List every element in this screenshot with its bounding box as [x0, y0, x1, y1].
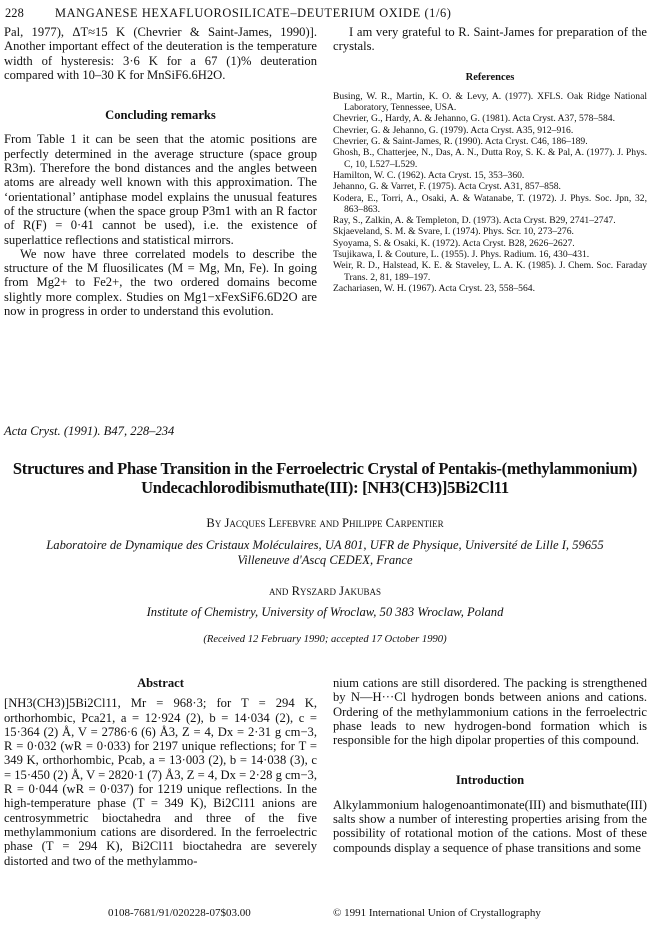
- reference-item: Kodera, E., Torri, A., Osaki, A. & Watanabe, T. (1972). J. Phys. Soc. Jpn, 32, 863–863.: [333, 192, 647, 215]
- reference-list: [333, 91, 647, 294]
- abstract-continuation: nium cations are still disordered. The packing is strengthened by N—H···Cl hydrogen bonds between anions and cations. Ordering of the methylammonium cations in the ferroelectric phase leads to new hydrogen-bond formation which is responsible for the high dipolar properties of this compound.: [333, 676, 647, 748]
- concluding-paragraph-1: From Table 1 it can be seen that the atomic positions are perfectly determined in the average structure (space group R3m). Therefore the bond distances and the angles between atoms are already well known with this approximation. The ‘orientational’ antiphase model explains the unusual features of the structure (when the space group P3m1 with an R factor of R(F) = 0·41 cannot be used), i.e. the existence of superlattice reflections and statistical mirrors.: [4, 132, 317, 247]
- running-head: [5, 6, 645, 22]
- reference-item: Chevrier, G. & Saint-James, R. (1990). Acta Cryst. C46, 186–189.: [333, 136, 588, 148]
- previous-article-fragment: Pal, 1977), ΔT≈15 K (Chevrier & Saint-James, 1990)]. Another important effect of the deuteration is the temperature width of hysteresis: 3·6 K for a 67 (1)% deuteration compared with 10–30 K for MnSiF6.6H2O.: [4, 25, 317, 82]
- reference-item: Syoyama, S. & Osaki, K. (1972). Acta Cryst. B28, 2626–2627.: [333, 237, 575, 249]
- authors-line-1: By Jacques Lefebvre and Philippe Carpentier: [206, 516, 444, 530]
- reference-item: Zachariasen, W. H. (1967). Acta Cryst. 23, 558–564.: [333, 282, 535, 294]
- affiliation-1: Laboratoire de Dynamique des Cristaux Moléculaires, UA 801, UFR de Physique, Université de Lille I, 59655 Villeneuve d'Ascq CEDEX, France: [46, 538, 604, 567]
- issn-line: 0108-7681/91/020228-07$03.00: [108, 907, 251, 919]
- abstract-heading: Abstract: [137, 676, 184, 690]
- acknowledgement: I am very grateful to R. Saint-James for preparation of the crystals.: [333, 25, 647, 54]
- article-title: Structures and Phase Transition in the Ferroelectric Crystal of Pentakis-(methylammonium) Undecachlorodibismuthate(III): [NH3(CH3)]5Bi2Cl11: [12, 459, 638, 497]
- abstract-text: [NH3(CH3)]5Bi2Cl11, Mr = 968·3; for T = 294 K, orthorhombic, Pca21, a = 12·924 (2), b = 14·034 (2), c = 15·364 (2) Å, V = 2786·6 (6) Å3, Z = 4, Dx = 2·31 g cm−3, R = 0·032 (wR = 0·033) for 2197 unique reflections; for T = 349 K, orthorhombic, Pcab, a = 13·003 (2), b = 14·038 (3), c = 15·450 (2) Å, V = 2820·1 (7) Å3, Z = 4, Dx = 2·28 g cm−3, R = 0·044 (wR = 0·037) for 1219 unique reflections. In the high-temperature phase (T = 349 K), Bi2Cl11 anions are centrosymmetric bioctahedra and three of the five methylammonium cations are disordered. In the ferroelectric phase (T = 294 K), Bi2Cl11 bioctahedra are severely distorted and two of the methylammo-: [4, 696, 317, 868]
- reference-item: Jehanno, G. & Varret, F. (1975). Acta Cryst. A31, 857–858.: [333, 181, 561, 193]
- affiliation-2: Institute of Chemistry, University of Wroclaw, 50 383 Wroclaw, Poland: [146, 605, 504, 619]
- references-heading: References: [465, 71, 515, 83]
- previous-article-right-column: [333, 25, 647, 294]
- reference-item: Weir, R. D., Halstead, K. E. & Staveley, L. A. K. (1985). J. Chem. Soc. Faraday Trans. 2, 81, 189–197.: [333, 260, 647, 283]
- reference-item: Ghosh, B., Chatterjee, N., Das, A. N., Dutta Roy, S. K. & Pal, A. (1977). J. Phys. C, 10, L527–L529.: [333, 147, 647, 170]
- introduction-heading: Introduction: [455, 773, 525, 788]
- previous-article-left-column: [4, 25, 317, 318]
- abstract-left-column: [4, 676, 317, 868]
- reference-item: Chevrier, G., Hardy, A. & Jehanno, G. (1981). Acta Cryst. A37, 578–584.: [333, 113, 615, 125]
- reference-item: Chevrier, G. & Jehanno, G. (1979). Acta Cryst. A35, 912–916.: [333, 124, 574, 136]
- reference-item: Hamilton, W. C. (1962). Acta Cryst. 15, 353–360.: [333, 169, 525, 181]
- abstract-right-column: [333, 676, 647, 855]
- received-dates: (Received 12 February 1990; accepted 17 October 1990): [203, 634, 447, 645]
- reference-item: Busing, W. R., Martin, K. O. & Levy, A. (1977). XFLS. Oak Ridge National Laboratory, Tennessee, USA.: [333, 90, 647, 114]
- introduction-text: Alkylammonium halogenoantimonate(III) and bismuthate(III) salts show a number of interesting properties arising from the possibility of rotational motion of the cations. Most of these compounds display a sequence of phase transitions and some: [333, 797, 647, 855]
- article-citation: Acta Cryst. (1991). B47, 228–234: [4, 424, 175, 438]
- reference-item: Ray, S., Zalkin, A. & Templeton, D. (1973). Acta Cryst. B29, 2741–2747.: [333, 215, 616, 227]
- concluding-paragraph-2: We now have three correlated models to describe the structure of the M fluosilicates (M = Mg, Mn, Fe). In going from Mg2+ to Fe2+, the two ordered domains become slightly more complex. Studies on Mg1−xFexSiF6.6D2O are now in progress in order to understand this evolution.: [4, 246, 317, 319]
- page-number: 228: [5, 6, 24, 20]
- running-title: MANGANESE HEXAFLUOROSILICATE–DEUTERIUM OXIDE (1/6): [55, 6, 452, 20]
- copyright-line: © 1991 International Union of Crystallography: [333, 907, 541, 919]
- reference-item: Tsujikawa, I. & Couture, L. (1955). J. Phys. Radium. 16, 430–431.: [333, 249, 590, 261]
- authors-line-2: and Ryszard Jakubas: [268, 584, 382, 598]
- reference-item: Skjaeveland, S. M. & Svare, I. (1974). Phys. Scr. 10, 273–276.: [333, 226, 574, 238]
- concluding-remarks-heading: Concluding remarks: [105, 108, 216, 123]
